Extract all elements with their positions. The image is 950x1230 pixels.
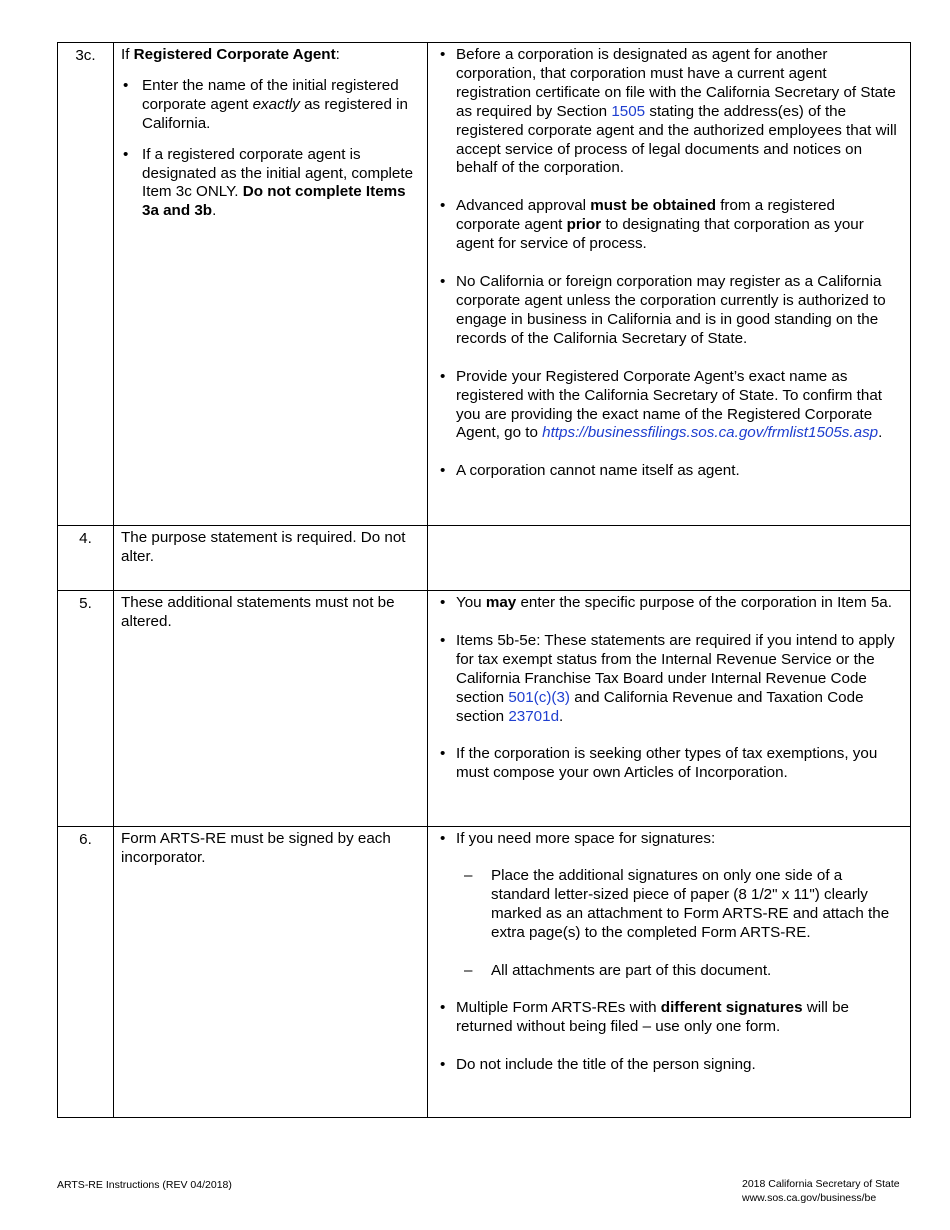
list-item: • You may enter the specific purpose of the corporation in Item 5a. (440, 594, 898, 613)
list-item: • Do not include the title of the person signing. (440, 1056, 898, 1075)
copyright-line: 2018 California Secretary of State (742, 1178, 900, 1190)
list-item: • Before a corporation is designated as agent for another corporation, that corporation must have a current agent registration certificate on file with the California Secretary of State as required by Section 1505 stating the address(es) of the registered corporate agent and the authorized employees that will accept service of process of legal documents and notices on behalf of the corporation. (440, 46, 898, 178)
irc-501c3-link[interactable]: 501(c)(3) (508, 688, 570, 706)
table-row (58, 526, 911, 591)
item-description (114, 43, 428, 526)
item-description: Form ARTS-RE must be signed by each incorporator. (114, 827, 428, 1118)
bullet-list (440, 830, 898, 1075)
list-item: • Advanced approval must be obtained from a registered corporate agent prior to designating that corporation as your agent for service of process. (440, 197, 898, 254)
item-notes (428, 526, 911, 591)
list-item: • If a registered corporate agent is designated as the initial agent, complete Item 3c ONLY. Do not complete Items 3a and 3b. (121, 146, 417, 222)
list-item: – All attachments are part of this document. (456, 962, 898, 981)
item-notes (428, 43, 911, 526)
bullet-list (440, 594, 898, 783)
table-row (58, 827, 911, 1118)
dash-list (456, 867, 898, 981)
list-item: • A corporation cannot name itself as agent. (440, 462, 898, 481)
bullet-list (440, 46, 898, 481)
website-line: www.sos.ca.gov/business/be (742, 1192, 877, 1204)
item-description: The purpose statement is required. Do not alter. (114, 526, 428, 591)
section-1505-link[interactable]: 1505 (611, 102, 646, 120)
item-number: 4. (58, 526, 114, 591)
form-revision-footer: ARTS-RE Instructions (REV 04/2018) (57, 1179, 232, 1191)
table-row (58, 43, 911, 526)
item-number: 5. (58, 591, 114, 827)
corporate-agent-list-link[interactable]: https://businessfilings.sos.ca.gov/frmlist1505s.asp (542, 424, 879, 442)
list-item: • If the corporation is seeking other types of tax exemptions, you must compose your own Articles of Incorporation. (440, 745, 898, 783)
list-item: • Provide your Registered Corporate Agent’s exact name as registered with the California Secretary of State. To confirm that you are providing the exact name of the Registered Corporate Agent, go to https://businessfilings.sos.ca.gov/frmlist1505s.asp. (440, 368, 898, 444)
item-number: 6. (58, 827, 114, 1118)
publisher-footer (742, 1177, 900, 1205)
list-item: – Place the additional signatures on only one side of a standard letter-sized piece of paper (8 1/2" x 11") clearly marked as an attachment to Form ARTS-RE and attach the extra page(s) to the completed Form ARTS-RE. (456, 867, 898, 943)
item-notes (428, 591, 911, 827)
list-item: • If you need more space for signatures: – Place the additional signatures on only one side of a standard letter-sized piece of paper (8 1/2" x 11") clearly marked as an attachment to Form ARTS-RE and attach the extra page(s) to the completed Form ARTS-RE. – All attachments are part of this document. (440, 830, 898, 980)
list-item: • No California or foreign corporation may register as a California corporate agent unless the corporation currently is authorized to engage in business in California and is in good standing on the records of the California Secretary of State. (440, 273, 898, 349)
instructions-table (57, 42, 911, 1118)
item-number: 3c. (58, 43, 114, 526)
list-item: • Multiple Form ARTS-REs with different signatures will be returned without being filed – use only one form. (440, 999, 898, 1037)
bullet-list (121, 77, 417, 221)
item-description: These additional statements must not be altered. (114, 591, 428, 827)
item-notes (428, 827, 911, 1118)
list-item: • Items 5b-5e: These statements are required if you intend to apply for tax exempt status from the Internal Revenue Service or the California Franchise Tax Board under Internal Revenue Code section 501(c)(3) and California Revenue and Taxation Code section 23701d. (440, 632, 898, 727)
table-row (58, 591, 911, 827)
list-item: • Enter the name of the initial registered corporate agent exactly as registered in California. (121, 77, 417, 134)
lead-text: If Registered Corporate Agent: (121, 46, 340, 63)
rtc-23701d-link[interactable]: 23701d (508, 707, 560, 725)
